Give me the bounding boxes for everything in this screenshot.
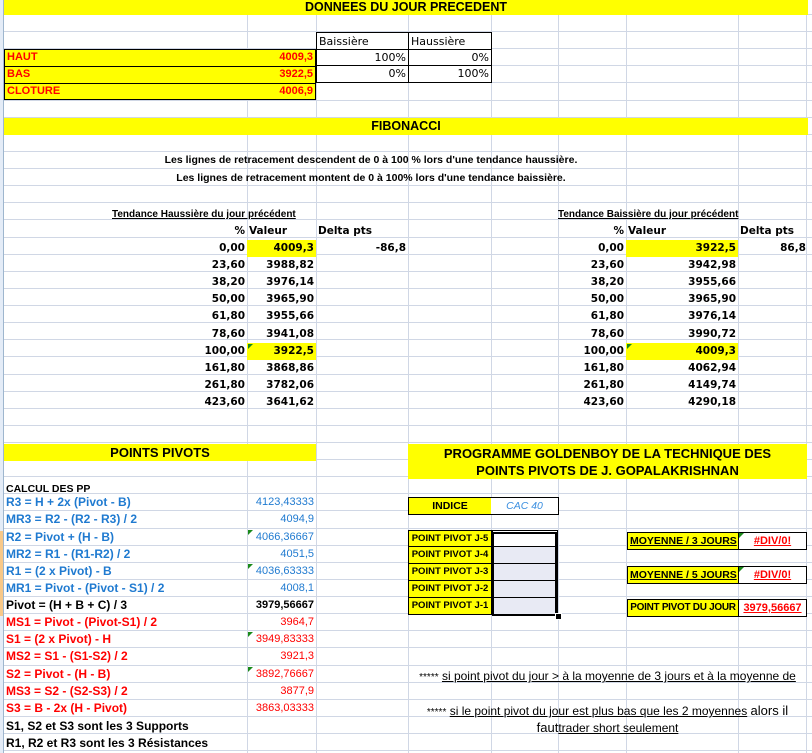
fib-b-pct: 38,20 <box>590 276 624 288</box>
note-2-tail: alors il <box>750 703 789 718</box>
pivot-formula: R2 = Pivot + (H - B) <box>6 530 115 544</box>
row-header-selection <box>0 531 3 616</box>
fib-h-pct: 38,20 <box>211 276 245 288</box>
previous-day-title: DONNEES DU JOUR PRECEDENT <box>4 0 808 15</box>
fib-h-pct: 78,60 <box>211 328 245 340</box>
pivots-footer-resistances: R1, R2 et R3 sont les 3 Résistances <box>6 736 209 750</box>
programme-note-2-line2 <box>408 719 807 736</box>
column-gridline <box>806 0 807 753</box>
fib-b-pct: 161,80 <box>583 362 624 374</box>
fib-b-value[interactable]: 4149,74 <box>688 379 736 391</box>
pivot-formula: MS3 = S2 - (S2-S3) / 2 <box>6 684 128 698</box>
fib-b-value[interactable]: 3922,5 <box>626 240 738 257</box>
pivot-formula: S3 = B - 2x (H - Pivot) <box>6 701 128 715</box>
pivots-title: POINTS PIVOTS <box>4 444 316 461</box>
pivot-value[interactable]: 4051,5 <box>280 548 314 560</box>
prev-day-value-haut[interactable]: 4009,3 <box>247 49 316 66</box>
fib-b-value[interactable]: 4062,94 <box>688 362 736 374</box>
note-2-line2-a: faut <box>536 720 559 735</box>
pivots-footer-supports: S1, S2 et S3 sont les 3 Supports <box>6 719 189 733</box>
fibonacci-note-1: Les lignes de retracement descendent de 0 à 100 % lors d'une tendance haussière. <box>164 154 578 166</box>
pivot-formula: S2 = Pivot - (H - B) <box>6 667 111 681</box>
pivot-value[interactable]: 4008,1 <box>280 582 314 594</box>
error-indicator-icon <box>248 530 253 535</box>
pivot-formula: MR1 = Pivot - (Pivot - S1) / 2 <box>6 581 165 595</box>
pivot-value[interactable]: 3949,83333 <box>255 633 314 645</box>
prev-day-label-haut: HAUT <box>4 49 248 66</box>
programme-note-2-line1 <box>408 702 807 719</box>
fib-b-pct: 61,80 <box>590 310 624 322</box>
fib-h-value[interactable]: 3922,5 <box>247 343 316 360</box>
pivot-day-label: POINT PIVOT J-5 <box>408 530 492 547</box>
moyenne-5-jours-value[interactable]: #DIV/0! <box>738 566 807 584</box>
indice-value[interactable]: CAC 40 <box>491 497 559 515</box>
fib-haussiere-title: Tendance Haussière du jour précédent <box>112 209 296 220</box>
fib-b-value[interactable]: 3965,90 <box>688 293 736 305</box>
fib-b-value[interactable]: 4009,3 <box>626 343 738 360</box>
error-indicator-icon <box>739 567 744 572</box>
pivot-day-input[interactable] <box>492 547 558 564</box>
fib-h-value[interactable]: 3955,66 <box>266 310 314 322</box>
prev-day-baissiere[interactable]: 0% <box>316 66 409 83</box>
note-1-stars: ***** <box>419 672 439 683</box>
pivot-day-label: POINT PIVOT J-3 <box>408 564 492 581</box>
fib-b-pct: 78,60 <box>590 328 624 340</box>
prev-day-label-cloture: CLOTURE <box>4 83 248 100</box>
moyenne-3-jours-value[interactable]: #DIV/0! <box>738 532 807 550</box>
fib-h-pct-header: % <box>234 225 245 237</box>
pivot-formula: Pivot = (H + B + C) / 3 <box>6 598 128 612</box>
fib-b-pct: 261,80 <box>583 379 624 391</box>
indice-label: INDICE <box>408 497 492 515</box>
prev-day-value-bas[interactable]: 3922,5 <box>247 66 316 83</box>
note-1-text: si point pivot du jour > à la moyenne de 3 jours et à la moyenne de <box>441 669 796 683</box>
point-pivot-du-jour-label: POINT PIVOT DU JOUR <box>627 599 739 617</box>
fib-h-value[interactable]: 3941,08 <box>266 328 314 340</box>
pivot-value[interactable]: 4094,9 <box>280 513 314 525</box>
fib-h-value-header: Valeur <box>249 225 288 237</box>
moyenne-3-jours-label: MOYENNE / 3 JOURS <box>627 532 739 550</box>
fib-b-value[interactable]: 3976,14 <box>688 310 736 322</box>
fib-h-value[interactable]: 3782,06 <box>266 379 314 391</box>
fib-h-pct: 261,80 <box>204 379 245 391</box>
pivot-value[interactable]: 3964,7 <box>280 616 314 628</box>
fib-h-value[interactable]: 4009,3 <box>247 240 316 257</box>
fib-b-delta-value: 86,8 <box>780 242 806 254</box>
prev-day-label-bas: BAS <box>4 66 248 83</box>
fib-b-value[interactable]: 4290,18 <box>688 396 736 408</box>
fib-h-pct: 161,80 <box>204 362 245 374</box>
pivot-day-input[interactable] <box>492 564 558 581</box>
programme-title-line2: POINTS PIVOTS DE J. GOPALAKRISHNAN <box>476 463 739 478</box>
pivot-formula: S1 = (2 x Pivot) - H <box>6 632 112 646</box>
fibonacci-note-2: Les lignes de retracement montent de 0 à 100% lors d'une tendance baissière. <box>176 172 566 184</box>
error-indicator-icon <box>248 564 253 569</box>
column-gridline <box>491 0 492 753</box>
programme-note-1 <box>408 668 807 685</box>
fib-b-pct: 100,00 <box>583 345 624 357</box>
pivot-day-label: POINT PIVOT J-4 <box>408 547 492 564</box>
prev-day-haussiere[interactable]: 100% <box>408 66 492 83</box>
pivot-formula: R3 = H + 2x (Pivot - B) <box>6 495 131 509</box>
moyenne-5-jours-label: MOYENNE / 5 JOURS <box>627 566 739 584</box>
header-haussiere: Haussière <box>408 32 492 49</box>
fib-h-pct: 23,60 <box>211 259 245 271</box>
error-indicator-icon <box>739 533 744 538</box>
fib-b-value[interactable]: 3990,72 <box>688 328 736 340</box>
error-indicator-icon <box>248 344 253 349</box>
pivot-value[interactable]: 3921,3 <box>280 650 314 662</box>
pivots-subtitle: CALCUL DES PP <box>6 483 91 495</box>
error-indicator-icon <box>248 667 253 672</box>
fib-h-delta-value: -86,8 <box>375 242 406 254</box>
fib-b-pct: 0,00 <box>598 242 624 254</box>
fib-b-pct: 423,60 <box>583 396 624 408</box>
fib-h-delta-header: Delta pts <box>318 225 372 237</box>
column-gridline <box>558 0 559 753</box>
error-indicator-icon <box>627 344 632 349</box>
pivot-value[interactable]: 3892,76667 <box>255 668 314 680</box>
fib-h-pct: 0,00 <box>219 242 245 254</box>
fib-b-value[interactable]: 3942,98 <box>688 259 736 271</box>
pivot-value[interactable]: 4036,63333 <box>255 565 314 577</box>
pivot-day-input[interactable] <box>492 581 558 598</box>
fib-h-value[interactable]: 3988,82 <box>266 259 314 271</box>
column-gridline <box>316 0 317 753</box>
prev-day-value-cloture[interactable]: 4006,9 <box>247 83 316 100</box>
column-gridline <box>408 0 409 753</box>
fib-b-pct: 23,60 <box>590 259 624 271</box>
pivot-day-label: POINT PIVOT J-2 <box>408 581 492 598</box>
pivot-value[interactable]: 3863,03333 <box>255 702 314 714</box>
fib-h-value[interactable]: 3965,90 <box>266 293 314 305</box>
pivot-value[interactable]: 3877,9 <box>280 685 314 697</box>
note-2-line2-b: trader short seulement <box>558 721 679 735</box>
pivot-formula: MR3 = R2 - (R2 - R3) / 2 <box>6 512 138 526</box>
pivot-formula: MS2 = S1 - (S1-S2) / 2 <box>6 649 128 663</box>
pivot-day-input[interactable] <box>492 598 558 615</box>
pivot-formula: MS1 = Pivot - (Pivot-S1) / 2 <box>6 615 158 629</box>
point-pivot-du-jour-value[interactable]: 3979,56667 <box>738 599 807 617</box>
pivot-value[interactable]: 3979,56667 <box>255 599 314 611</box>
fib-b-pct-header: % <box>613 225 624 237</box>
fib-h-pct: 100,00 <box>204 345 245 357</box>
fib-h-value[interactable]: 3868,86 <box>266 362 314 374</box>
note-2-text: si le point pivot du jour est plus bas que les 2 moyennes <box>449 704 748 718</box>
fibonacci-title: FIBONACCI <box>4 118 808 135</box>
prev-day-haussiere[interactable]: 0% <box>408 49 492 66</box>
pivot-value[interactable]: 4123,43333 <box>255 496 314 508</box>
programme-title-line1: PROGRAMME GOLDENBOY DE LA TECHNIQUE DES <box>443 446 772 461</box>
fill-handle[interactable] <box>555 613 562 620</box>
header-baissiere: Baissière <box>316 32 409 49</box>
error-indicator-icon <box>248 632 253 637</box>
prev-day-baissiere[interactable]: 100% <box>316 49 409 66</box>
pivot-day-label: POINT PIVOT J-1 <box>408 598 492 615</box>
fib-h-pct: 61,80 <box>211 310 245 322</box>
fib-h-pct: 50,00 <box>211 293 245 305</box>
column-gridline <box>738 0 739 753</box>
fib-h-value[interactable]: 3976,14 <box>266 276 314 288</box>
fib-baissiere-title: Tendance Baissière du jour précédent <box>558 209 739 220</box>
fib-b-delta-header: Delta pts <box>740 225 794 237</box>
pivot-formula: MR2 = R1 - (R1-R2) / 2 <box>6 547 131 561</box>
pivot-day-input[interactable] <box>492 530 558 547</box>
pivot-formula: R1 = (2 x Pivot) - B <box>6 564 112 578</box>
fib-b-value[interactable]: 3955,66 <box>688 276 736 288</box>
fib-b-pct: 50,00 <box>590 293 624 305</box>
pivot-value[interactable]: 4066,36667 <box>255 531 314 543</box>
fib-h-pct: 423,60 <box>204 396 245 408</box>
fib-h-value[interactable]: 3641,62 <box>266 396 314 408</box>
note-2-stars: ***** <box>426 707 447 718</box>
fib-b-value-header: Valeur <box>628 225 667 237</box>
